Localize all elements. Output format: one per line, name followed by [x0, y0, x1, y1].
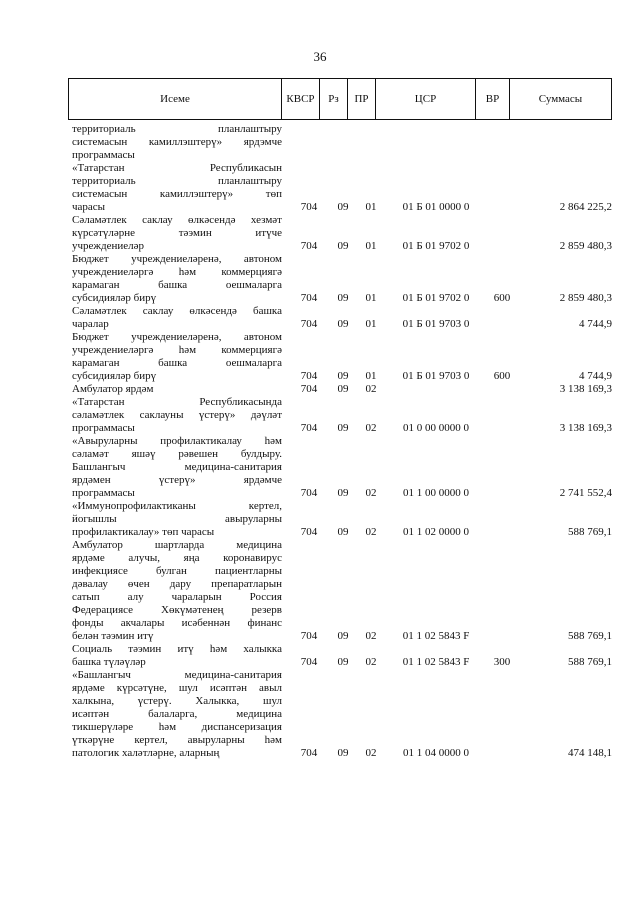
- row-name: [72, 500, 282, 539]
- row-name-line: субсидияләр бирү: [72, 370, 157, 382]
- row-name-line: Амбулатор шартларда медицина: [72, 539, 282, 551]
- row-name-line: субсидияләр бирү: [72, 292, 157, 304]
- row-name-line: Бюджет учреждениеләренә, автоном: [72, 253, 282, 265]
- row-name: [72, 253, 282, 305]
- row-name-line: учреждениеләргә һәм коммерциягә: [72, 344, 282, 356]
- cell-sum: 2 859 480,3: [559, 292, 612, 304]
- cell-rz: 09: [337, 422, 349, 434]
- table-row: [72, 214, 612, 253]
- cell-csr: 01 Б 01 9702 0: [402, 240, 470, 252]
- row-name-line: халкына, үстерү. Халыкка, шул: [72, 695, 282, 707]
- cell-rz: 09: [337, 656, 349, 668]
- row-name-line: тикшерүләре һәм диспансеризация: [72, 721, 282, 733]
- page-number: 36: [313, 49, 327, 64]
- row-name-line: учреждениеләргә һәм коммерциягә: [72, 266, 282, 278]
- table-row: [72, 383, 612, 396]
- row-name: [72, 643, 282, 669]
- cell-sum: 4 744,9: [579, 318, 612, 330]
- cell-rz: 09: [337, 747, 349, 759]
- cell-pr: 01: [365, 292, 377, 304]
- cell-csr: 01 Б 01 0000 0: [402, 201, 470, 213]
- row-name-line: «Авыруларны профилактикалау һәм: [72, 435, 282, 447]
- table-row: [72, 331, 612, 383]
- cell-rz: 09: [337, 201, 349, 213]
- cell-pr: 02: [365, 526, 377, 538]
- row-name-line: чарасы: [72, 201, 106, 213]
- row-name-line: ярдәме алучы, яңа коронавирус: [72, 552, 282, 564]
- cell-vr: 300: [493, 656, 511, 668]
- table-row: [72, 643, 612, 669]
- cell-vr: 600: [493, 292, 511, 304]
- cell-kvsr: 704: [300, 201, 318, 213]
- header-name: Исеме: [69, 79, 282, 119]
- row-name-line: үткәрүне кертел, авыруларны һәм: [72, 734, 282, 746]
- cell-sum: 588 769,1: [568, 656, 612, 668]
- cell-rz: 09: [337, 292, 349, 304]
- cell-sum: 2 864 225,2: [559, 201, 612, 213]
- row-name-line: Сәламәтлек саклау өлкәсендә башка: [72, 305, 282, 317]
- row-name-line: исәптән балаларга, медицина: [72, 708, 282, 720]
- row-name-line: «Татарстан Республикасын: [72, 162, 282, 174]
- row-name-line: территориаль планлаштыру: [72, 175, 282, 187]
- table-row: [72, 435, 612, 500]
- cell-sum: 4 744,9: [579, 370, 612, 382]
- cell-kvsr: 704: [300, 747, 318, 759]
- table-row: [72, 500, 612, 539]
- table-row: [72, 396, 612, 435]
- row-name-line: системасын камиллэштерү» ярдэмче: [72, 136, 282, 148]
- cell-rz: 09: [337, 240, 349, 252]
- cell-rz: 09: [337, 318, 349, 330]
- cell-kvsr: 704: [300, 526, 318, 538]
- cell-pr: 02: [365, 630, 377, 642]
- cell-csr: 01 0 00 0000 0: [403, 422, 469, 434]
- row-name: [72, 383, 282, 396]
- cell-csr: 01 Б 01 9703 0: [402, 318, 470, 330]
- cell-rz: 09: [337, 370, 349, 382]
- row-name-line: чаралар: [72, 318, 109, 330]
- row-name: [72, 396, 282, 435]
- row-name-line: карамаган башка оешмаларга: [72, 357, 282, 369]
- row-name-line: системасын камиллэштерү» төп: [72, 188, 282, 200]
- header-sum: Суммасы: [538, 93, 583, 105]
- row-name-line: ярдәмен үстерү» ярдәмче: [72, 474, 282, 486]
- cell-pr: 02: [365, 383, 377, 395]
- row-name-line: Бюджет учреждениеләренә, автоном: [72, 331, 282, 343]
- row-name-line: сатып алу чараларын Россия: [72, 591, 282, 603]
- row-name-line: дәвалау өчен дару препаратларын: [72, 578, 282, 590]
- cell-csr: 01 Б 01 9703 0: [402, 370, 470, 382]
- row-name-line: күрсәтүләрне тәэмин итүче: [72, 227, 282, 239]
- cell-rz: 09: [337, 526, 349, 538]
- cell-kvsr: 704: [300, 630, 318, 642]
- row-name-line: сәламәтлек саклауны үстерү» дәүләт: [72, 409, 282, 421]
- cell-sum: 588 769,1: [568, 630, 612, 642]
- cell-kvsr: 704: [300, 383, 318, 395]
- cell-sum: 588 769,1: [568, 526, 612, 538]
- row-name-line: программасы: [72, 422, 135, 434]
- row-name: [72, 305, 282, 331]
- row-name: [72, 123, 282, 214]
- row-name-line: патологик халәтләрне, аларның: [72, 747, 220, 759]
- table-body: [72, 123, 612, 760]
- cell-rz: 09: [337, 487, 349, 499]
- cell-csr: 01 1 04 0000 0: [403, 747, 469, 759]
- row-name: [72, 539, 282, 643]
- cell-pr: 02: [365, 422, 377, 434]
- header-vr: ВР: [476, 79, 510, 119]
- row-name-line: инфекциясе булган пациентларны: [72, 565, 282, 577]
- row-name-line: программасы: [72, 487, 135, 499]
- cell-pr: 01: [365, 318, 377, 330]
- table-row: [72, 539, 612, 643]
- row-name: [72, 669, 282, 760]
- header-kvsr: КВСР: [282, 79, 320, 119]
- cell-kvsr: 704: [300, 656, 318, 668]
- cell-sum: 3 138 169,3: [559, 383, 612, 395]
- cell-sum: 3 138 169,3: [559, 422, 612, 434]
- row-name-line: башка түләүләр: [72, 656, 146, 668]
- row-name-line: ярдәме күрсәтүне, шул исәптән авыл: [72, 682, 282, 694]
- cell-rz: 09: [337, 383, 349, 395]
- cell-sum: 474 148,1: [568, 747, 612, 759]
- row-name-line: Социаль тәэмин итү һәм халыкка: [72, 643, 282, 655]
- cell-pr: 01: [365, 240, 377, 252]
- cell-csr: 01 1 02 5843 F: [402, 656, 470, 668]
- row-name-line: карамаган башка оешмаларга: [72, 279, 282, 291]
- row-name-line: территориаль планлаштыру: [72, 123, 282, 135]
- row-name-line: сәламәт яшәү рәвешен булдыру.: [72, 448, 282, 460]
- header-csr: ЦСР: [376, 79, 476, 119]
- cell-csr: 01 1 02 0000 0: [403, 526, 469, 538]
- cell-rz: 09: [337, 630, 349, 642]
- row-name-line: Башлангыч медицина-санитария: [72, 461, 282, 473]
- row-name-line: Сәламәтлек саклау өлкәсендә хезмәт: [72, 214, 282, 226]
- row-name: [72, 214, 282, 253]
- cell-pr: 01: [365, 201, 377, 213]
- cell-pr: 02: [365, 656, 377, 668]
- cell-pr: 02: [365, 487, 377, 499]
- cell-kvsr: 704: [300, 487, 318, 499]
- row-name: [72, 331, 282, 383]
- header-pr: ПР: [348, 79, 376, 119]
- table-header: [68, 78, 612, 120]
- cell-csr: 01 1 02 5843 F: [402, 630, 470, 642]
- cell-kvsr: 704: [300, 240, 318, 252]
- row-name: [72, 435, 282, 500]
- header-rz: Рз: [320, 79, 348, 119]
- row-name-line: йогышлы авыруларны: [72, 513, 282, 525]
- cell-kvsr: 704: [300, 370, 318, 382]
- cell-csr: 01 Б 01 9702 0: [402, 292, 470, 304]
- row-name-line: Амбулатор ярдәм: [72, 383, 154, 395]
- row-name-line: «Иммунопрофилактиканы кертел,: [72, 500, 282, 512]
- row-name-line: профилактикалау» төп чарасы: [72, 526, 215, 538]
- cell-csr: 01 1 00 0000 0: [403, 487, 469, 499]
- row-name-line: Федерациясе Хөкүмәтенең резерв: [72, 604, 282, 616]
- cell-sum: 2 859 480,3: [559, 240, 612, 252]
- table-row: [72, 669, 612, 760]
- table-row: [72, 253, 612, 305]
- row-name-line: программасы: [72, 149, 135, 161]
- table-row: [72, 305, 612, 331]
- cell-sum: 2 741 552,4: [559, 487, 612, 499]
- cell-vr: 600: [493, 370, 511, 382]
- cell-kvsr: 704: [300, 292, 318, 304]
- row-name-line: белән тәэмин итү: [72, 630, 154, 642]
- row-name-line: фонды акчалары исәбеннән финанс: [72, 617, 282, 629]
- row-name-line: «Татарстан Республикасында: [72, 396, 282, 408]
- cell-pr: 01: [365, 370, 377, 382]
- cell-kvsr: 704: [300, 318, 318, 330]
- table-row: [72, 123, 612, 214]
- cell-kvsr: 704: [300, 422, 318, 434]
- cell-pr: 02: [365, 747, 377, 759]
- row-name-line: «Башлангыч медицина-санитария: [72, 669, 282, 681]
- row-name-line: учреждениеләр: [72, 240, 145, 252]
